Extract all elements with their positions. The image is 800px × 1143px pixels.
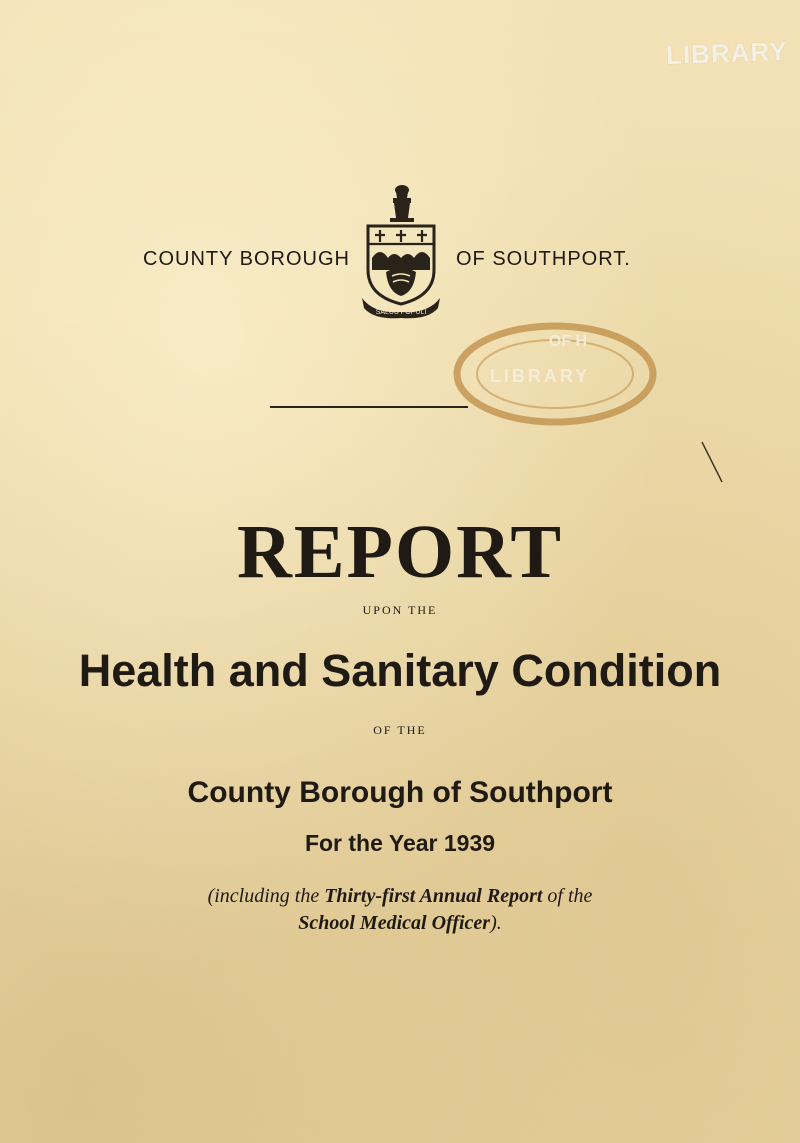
header-of-southport: OF SOUTHPORT. xyxy=(456,248,631,270)
horizontal-rule xyxy=(270,406,468,408)
report-note xyxy=(0,883,800,937)
library-stamp-top-text: OF H xyxy=(548,333,588,350)
of-the-label: OF THE xyxy=(373,723,427,737)
note-open: ( xyxy=(207,885,215,907)
report-subtitle: Health and Sanitary Condition xyxy=(78,645,722,696)
note-annual-report: Thirty-first Annual Report xyxy=(324,885,543,907)
note-school-medical-officer: School Medical Officer xyxy=(298,912,491,934)
note-middle: of the xyxy=(542,885,593,907)
report-title: REPORT xyxy=(236,510,564,594)
library-corner-stamp: LIBRARY xyxy=(665,35,789,71)
report-year: For the Year 1939 xyxy=(304,830,496,856)
crest-motto: SALUS POPULI xyxy=(375,309,427,316)
note-close: ). xyxy=(490,912,502,934)
borough-crest-icon xyxy=(360,180,442,320)
upon-the-label: UPON THE xyxy=(362,603,438,617)
borough-name: County Borough of Southport xyxy=(187,776,613,809)
library-stamp-center-text: LIBRARY xyxy=(489,366,591,386)
note-prefix: including the xyxy=(214,885,325,907)
header-county-borough: COUNTY BOROUGH xyxy=(143,248,350,270)
pencil-mark-icon xyxy=(700,438,740,488)
library-oval-stamp-icon xyxy=(450,318,660,430)
